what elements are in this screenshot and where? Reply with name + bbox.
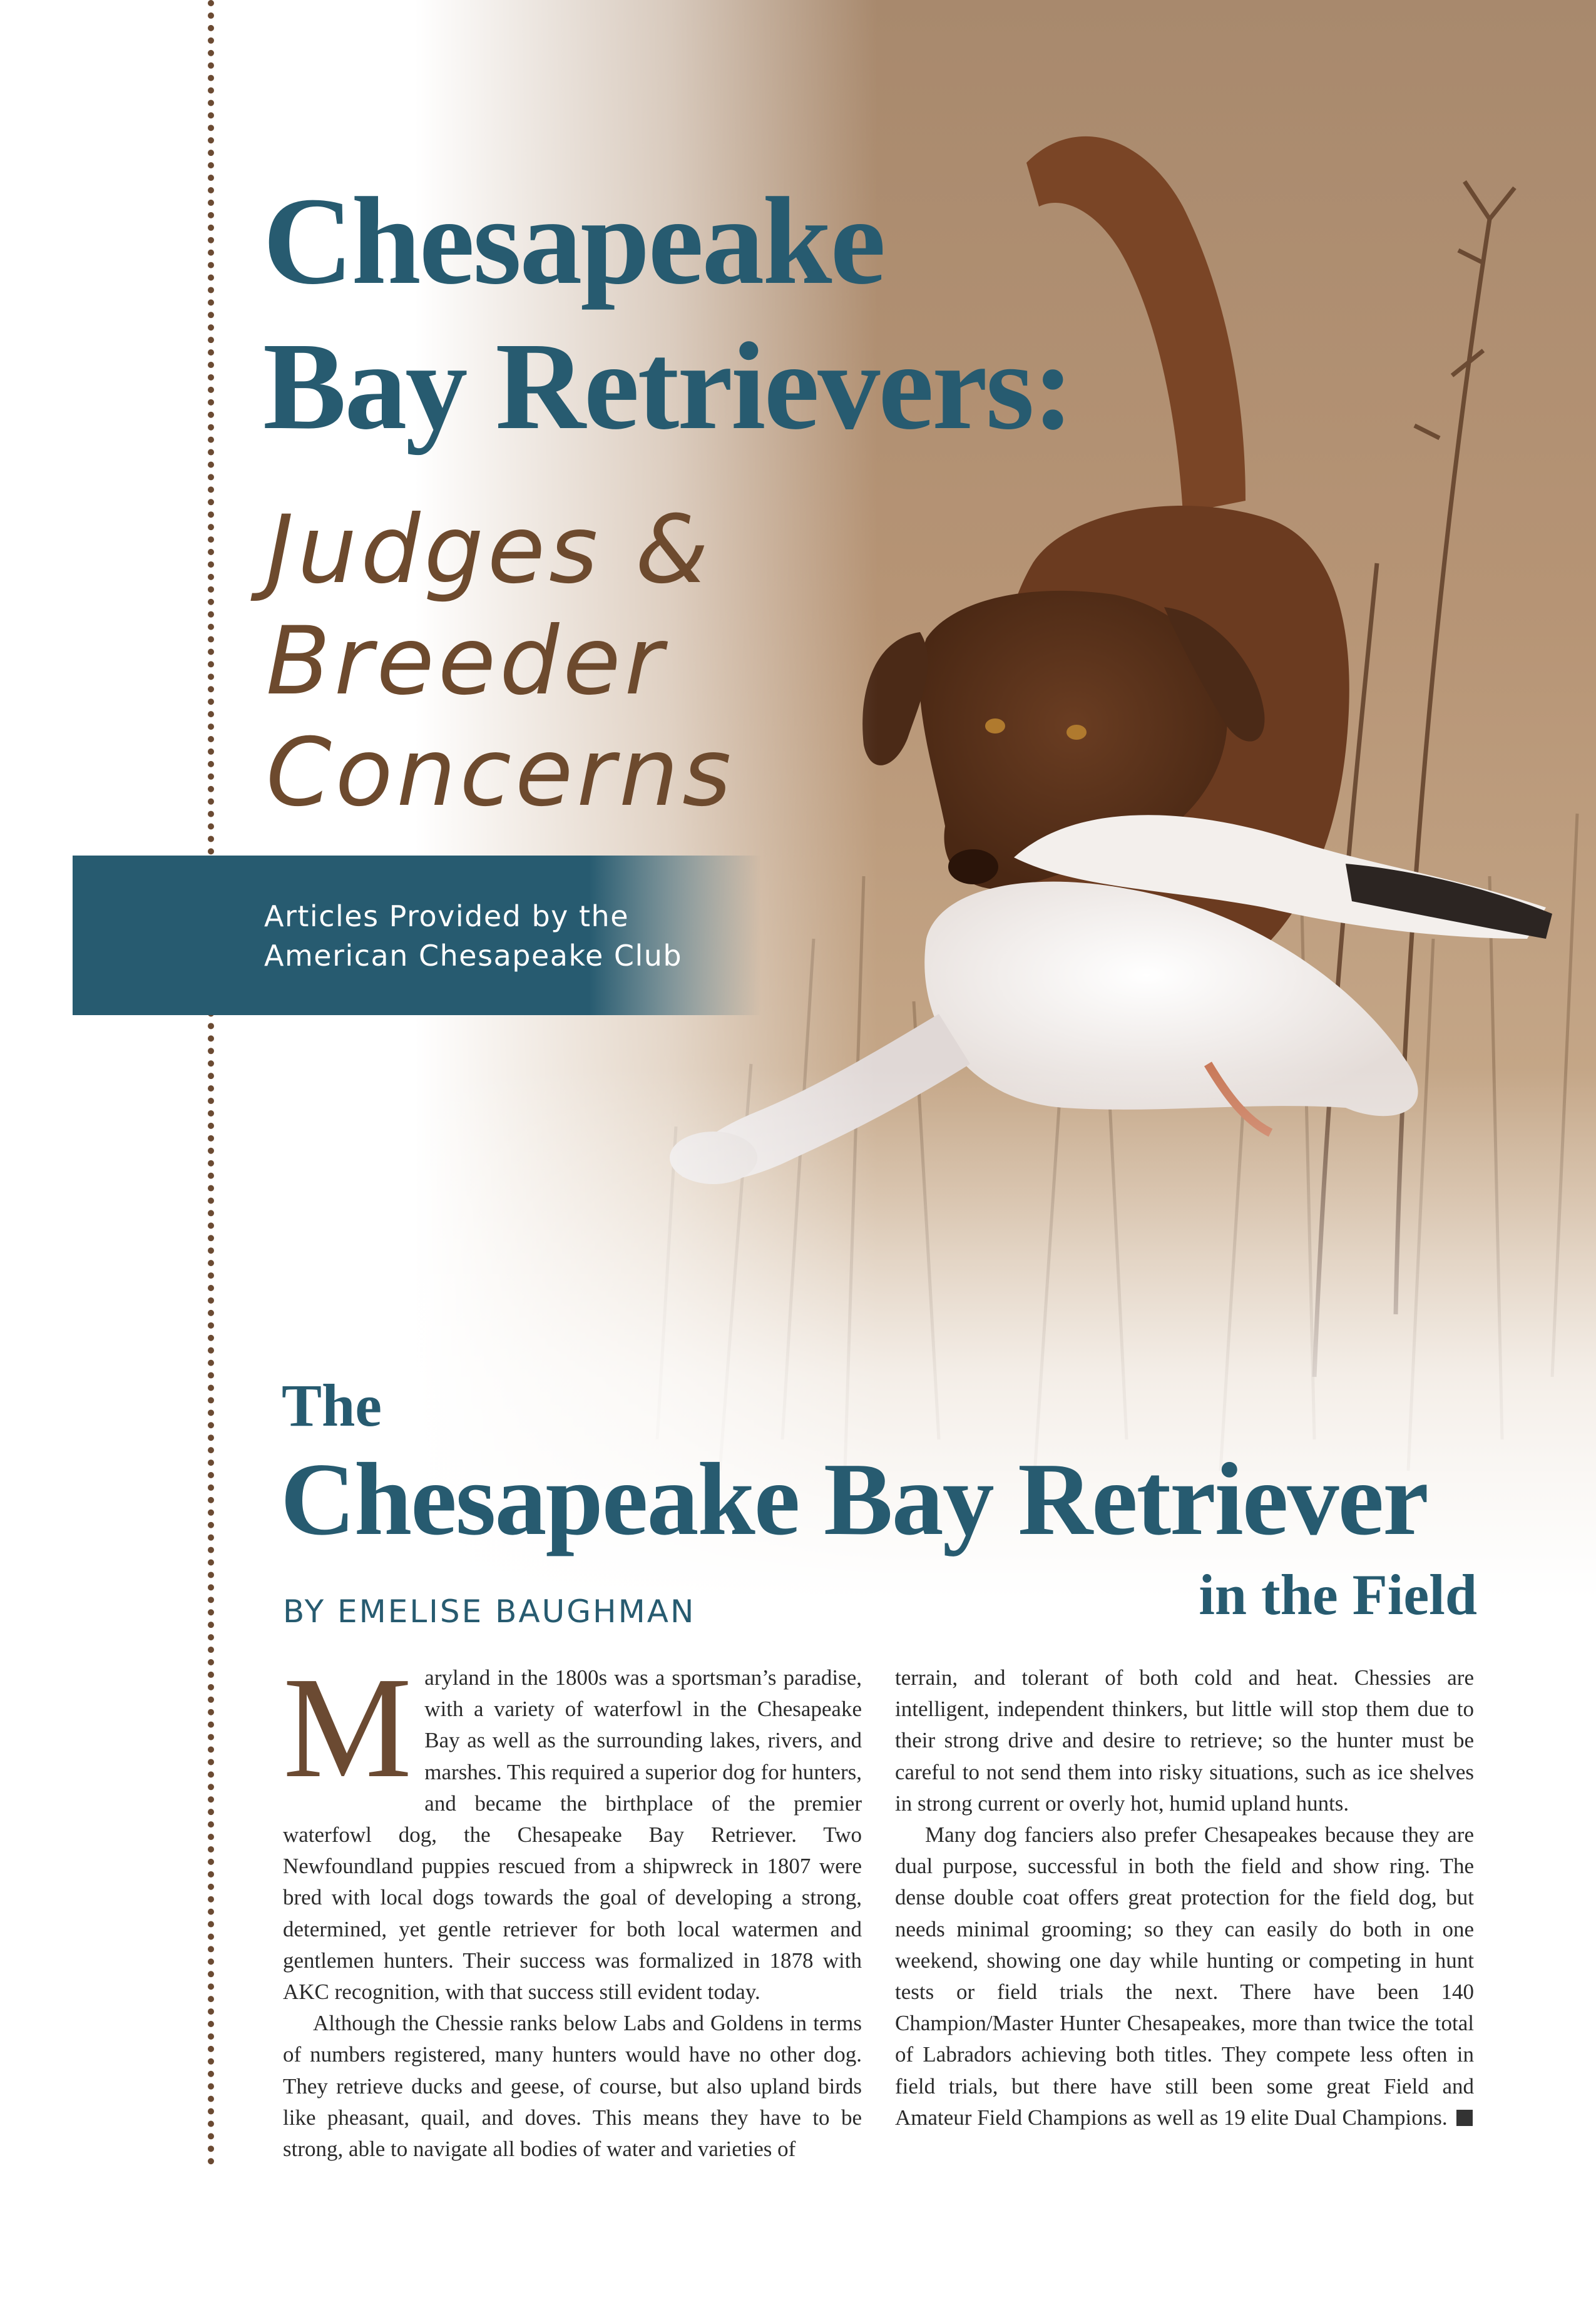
cover-subtitle [266,494,735,829]
article-column-left [283,1647,862,2165]
article-kicker: The [282,1372,382,1439]
end-of-article-icon [1456,2110,1473,2126]
paragraph-1-text: aryland in the 1800s was a sportsman’s paradise, with a variety of waterfowl in the Chesapeake Bay as well as the surrounding lakes, rivers, and marshes. This required a superior dog for hunters, and became the birthplace of the premier waterfowl dog, the Chesapeake Bay Retriever. Two Newfoundland puppies rescued from a shipwreck in 1807 were bred with local dogs towards the goal of developing a strong, determined, yet gentle retriever for both local watermen and gentlemen hunters. Their success was formalized in 1878 with AKC recognition, with that success still evident today. [283,1665,862,2005]
article-paragraph-1 [283,1647,862,2008]
credit-line-1: Articles Provided by the [264,899,629,933]
article-title: Chesapeake Bay Retriever [280,1441,1428,1556]
credit-line-2: American Chesapeake Club [264,939,683,973]
cover-subtitle-line-2: Breeder [266,607,667,716]
article-paragraph-3 [895,1819,1474,2134]
article-column-right [895,1662,1474,2134]
cover-title-line-1: Chesapeake [263,172,884,310]
cover-title [263,169,1139,459]
byline: BY EMELISE BAUGHMAN [283,1593,696,1630]
cover-subtitle-line-3: Concerns [266,718,735,827]
credit-text [264,897,682,976]
article-paragraph-2: Although the Chessie ranks below Labs and Goldens in terms of numbers registered, many hunters would have no other dog. They retrieve ducks and geese, of course, but also upland birds like pheasant, quail, and doves. This means they have to be strong, able to navigate all bodies of water and varieties of [283,2011,862,2162]
drop-cap: M [283,1647,412,1808]
cover-subtitle-line-1: Judges & [266,496,712,605]
article-paragraph-2-continued: terrain, and tolerant of both cold and heat. Chessies are intelligent, independent thinkers, but little will stop them due to their strong drive and desire to retrieve; so the hunter must be careful to not send them into risky situations, such as ice shelves in strong current or overly hot, humid upland hunts. [895,1665,1474,1816]
article-title-tail: in the Field [1199,1563,1477,1627]
credit-banner [73,856,761,1015]
paragraph-3-text: Many dog fanciers also prefer Chesapeakes because they are dual purpose, successful in both the field and show ring. The dense double coat offers great protection for the field dog, but needs minimal grooming; so they can easily do both in one weekend, showing one day while hunting or competing in hunt tests or field trials the next. There have been 140 Champion/Master Hunter Chesapeakes, more than twice the total of Labradors achieving both titles. They compete less often in field trials, but there have still been some great Field and Amateur Field Champions as well as 19 elite Dual Champions. [895,1822,1474,2130]
cover-title-line-2: Bay Retrievers: [263,317,1073,456]
dotted-margin-rule [208,0,214,2165]
